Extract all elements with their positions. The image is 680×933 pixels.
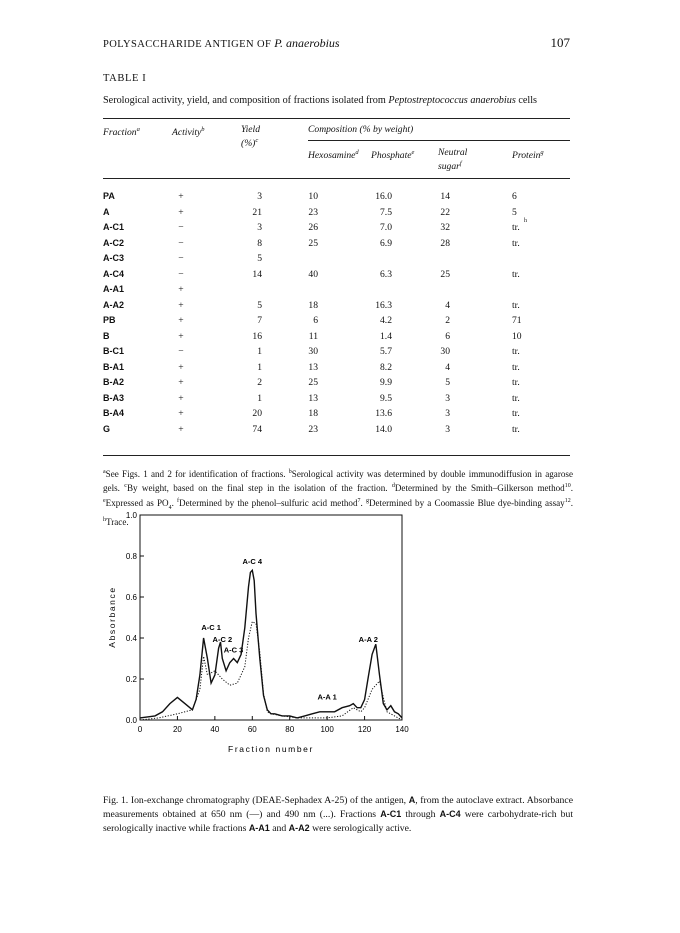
cell-phosphate: 1.4 <box>380 330 392 342</box>
x-tick-label: 100 <box>320 725 334 734</box>
cell-phosphate: 6.3 <box>380 268 392 280</box>
cell-protein: 71 <box>512 315 522 326</box>
cell-activity: − <box>178 253 184 264</box>
cell-hexosamine: 10 <box>308 191 318 202</box>
peak-annotation: A-A 1 <box>317 692 337 702</box>
cell-neutral-sugar: 6 <box>445 330 450 342</box>
peak-annotation: A-C 1 <box>201 622 221 632</box>
cell-activity: + <box>178 330 184 342</box>
x-tick-label: 20 <box>172 725 182 734</box>
cell-neutral-sugar: 3 <box>445 423 450 435</box>
cell-activity: − <box>178 346 184 357</box>
y-axis-label: Absorbance <box>107 586 117 648</box>
cell-protein: tr. <box>512 222 520 233</box>
cell-fraction: PB <box>103 315 116 325</box>
cell-phosphate: 13.6 <box>375 408 392 419</box>
cell-neutral-sugar: 3 <box>445 408 450 419</box>
chromatography-figure <box>103 505 433 760</box>
cell-phosphate: 4.2 <box>380 315 392 326</box>
x-tick-label: 80 <box>285 725 295 734</box>
x-axis-label: Fraction number <box>228 744 314 754</box>
table-caption: Serological activity, yield, and composition of fractions isolated from Peptostreptococcus anaerobius cells <box>103 95 538 106</box>
cell-fraction: B-A3 <box>103 392 125 403</box>
cell-protein: 5 <box>512 206 517 218</box>
cell-activity: − <box>178 268 184 280</box>
x-tick-label: 40 <box>210 725 220 734</box>
table-header-rule <box>103 178 570 179</box>
y-tick-label: 0.8 <box>125 552 137 561</box>
cell-activity: + <box>178 299 184 311</box>
cell-phosphate: 8.2 <box>380 361 392 373</box>
cell-phosphate: 7.0 <box>380 222 392 233</box>
cell-neutral-sugar: 30 <box>440 346 450 357</box>
cell-protein: tr. <box>512 408 520 419</box>
cell-yield: 74 <box>252 423 262 435</box>
cell-yield: 3 <box>257 222 262 233</box>
x-tick-label: 0 <box>137 725 143 734</box>
cell-hexosamine: 18 <box>308 408 318 419</box>
cell-hexosamine: 25 <box>308 237 318 249</box>
y-tick-label: 0.4 <box>125 634 137 643</box>
cell-neutral-sugar: 2 <box>445 315 450 326</box>
cell-fraction: A-C2 <box>103 237 125 248</box>
cell-fraction: A-C3 <box>103 253 125 263</box>
cell-fraction: A-A2 <box>103 299 125 310</box>
y-tick-label: 0.6 <box>125 593 137 602</box>
cell-hexosamine: 6 <box>313 315 318 326</box>
cell-activity: + <box>178 423 184 435</box>
cell-phosphate: 9.9 <box>380 377 392 388</box>
col-header-activity: Activity$^b$ <box>172 126 205 139</box>
plot-frame <box>140 515 402 720</box>
cell-activity: − <box>178 222 184 233</box>
cell-hexosamine: 40 <box>308 268 318 280</box>
cell-hexosamine: 13 <box>308 392 318 404</box>
chromatography-chart <box>103 505 433 760</box>
col-header-composition: Composition (% by weight) <box>308 124 414 135</box>
cell-hexosamine: 13 <box>308 361 318 373</box>
table-footnotes: $^a$See Figs. 1 and 2 for identification of fractions. $^b$Serological activity was determined by double immunodiffusion in agarose gels. $^c$By weight, based on the final step in the isolation of the fraction. $^d$Determined by the Smith–Gilkerson method$^{10}$. $^e$Expressed as $PO_4$. $^f$Determined by the phenol–sulfuric acid method$^7$. $^g$Determined by a Coomassie Blue dye-binding assay$^{12}$. $^h$Trace. <box>103 469 574 528</box>
cell-fraction: A <box>103 206 110 217</box>
cell-fraction: A-A1 <box>103 284 125 294</box>
cell-yield: 21 <box>252 206 262 218</box>
cell-fraction: B-C1 <box>103 346 125 356</box>
cell-neutral-sugar: 25 <box>440 268 450 280</box>
cell-activity: + <box>178 206 184 218</box>
cell-yield: 20 <box>252 408 262 419</box>
cell-activity: − <box>178 237 184 249</box>
cell-fraction: B-A2 <box>103 377 125 387</box>
cell-fraction: B <box>103 330 110 341</box>
cell-protein: tr. <box>512 423 520 435</box>
peak-annotation: A-A 2 <box>358 635 378 645</box>
cell-hexosamine: 23 <box>308 423 318 435</box>
page-number: 107 <box>550 35 570 50</box>
cell-yield: 1 <box>257 392 262 404</box>
cell-activity: + <box>178 284 184 295</box>
cell-activity: + <box>178 361 184 373</box>
cell-yield: 1 <box>257 361 262 373</box>
cell-fraction: A-C1 <box>103 222 125 232</box>
cell-yield: 2 <box>257 377 262 388</box>
cell-neutral-sugar: 4 <box>445 361 450 373</box>
cell-activity: + <box>178 408 184 419</box>
trace-footnote-mark: h <box>524 218 527 224</box>
x-tick-label: 120 <box>357 725 372 734</box>
cell-protein: tr. <box>512 392 520 404</box>
composition-rule <box>308 140 570 141</box>
y-tick-label: 1.0 <box>125 511 137 520</box>
col-header-fraction: Fraction$^a$ <box>103 126 140 139</box>
cell-yield: 1 <box>257 346 262 357</box>
cell-neutral-sugar: 3 <box>445 392 450 404</box>
cell-yield: 3 <box>257 191 262 202</box>
col-header-phosphate: Phosphate$^e$ <box>371 149 415 162</box>
cell-protein: tr. <box>512 237 520 249</box>
cell-phosphate: 16.3 <box>375 299 392 311</box>
col-header-hexosamine: Hexosamine$^d$ <box>308 149 359 162</box>
cell-protein: tr. <box>512 268 520 280</box>
peak-annotation: A-C 2 <box>212 635 233 645</box>
cell-protein: 10 <box>512 330 522 342</box>
cell-hexosamine: 23 <box>308 206 318 218</box>
cell-hexosamine: 18 <box>308 299 318 311</box>
x-tick-label: 60 <box>247 725 257 734</box>
cell-fraction: B-A1 <box>103 361 125 372</box>
cell-fraction: A-C4 <box>103 268 125 279</box>
cell-neutral-sugar: 22 <box>440 206 450 218</box>
peak-annotation: A-C 4 <box>242 557 263 567</box>
cell-hexosamine: 26 <box>308 222 318 233</box>
cell-yield: 5 <box>257 253 262 264</box>
cell-fraction: G <box>103 423 111 434</box>
cell-protein: tr. <box>512 361 520 373</box>
table-bottom-rule <box>103 455 570 456</box>
cell-yield: 5 <box>257 299 262 311</box>
cell-protein: tr. <box>512 346 520 357</box>
col-header-protein: Protein$^g$ <box>512 149 544 162</box>
cell-neutral-sugar: 5 <box>445 377 450 388</box>
cell-activity: + <box>178 377 184 388</box>
cell-hexosamine: 11 <box>308 330 318 342</box>
cell-neutral-sugar: 28 <box>440 237 450 249</box>
cell-yield: 16 <box>252 330 262 342</box>
cell-protein: 6 <box>512 191 517 202</box>
x-tick-label: 140 <box>395 725 409 734</box>
cell-neutral-sugar: 32 <box>440 222 450 233</box>
cell-neutral-sugar: 14 <box>440 191 450 202</box>
col-header-neutral-sugar: Neutral sugar$^f$ <box>438 147 468 173</box>
running-title: POLYSACCHARIDE ANTIGEN OF P. anaerobius <box>103 36 340 50</box>
cell-activity: + <box>178 392 184 404</box>
y-tick-label: 0.0 <box>125 716 137 725</box>
cell-yield: 14 <box>252 268 262 280</box>
col-header-yield: Yield (%)$^c$ <box>241 124 261 150</box>
cell-protein: tr. <box>512 377 520 388</box>
cell-phosphate: 9.5 <box>380 392 392 404</box>
y-tick-label: 0.2 <box>125 675 137 684</box>
cell-phosphate: 6.9 <box>380 237 392 249</box>
cell-neutral-sugar: 4 <box>445 299 450 311</box>
figure-caption: Fig. 1. Ion-exchange chromatography (DEAE-Sephadex A-25) of the antigen, A, from the autoclave extract. Absorbance measurements obtained at 650 nm (—) and 490 nm (...). Fractions A-C1 through A-C4 were carbohydrate-rich but serologically inactive while fractions A-A1 and A-A2 were serologically active. <box>103 795 574 834</box>
cell-hexosamine: 25 <box>308 377 318 388</box>
running-header <box>103 36 570 52</box>
cell-activity: + <box>178 315 184 326</box>
cell-phosphate: 14.0 <box>375 423 392 435</box>
cell-fraction: B-A4 <box>103 408 125 418</box>
cell-activity: + <box>178 191 184 202</box>
peak-annotation: A-C 3 <box>223 645 244 655</box>
cell-protein: tr. <box>512 299 520 311</box>
table-top-rule <box>103 118 570 119</box>
cell-fraction: PA <box>103 191 115 201</box>
cell-phosphate: 7.5 <box>380 206 392 218</box>
table-label: TABLE I <box>103 73 147 84</box>
cell-hexosamine: 30 <box>308 346 318 357</box>
cell-yield: 8 <box>257 237 262 249</box>
cell-phosphate: 5.7 <box>380 346 392 357</box>
cell-phosphate: 16.0 <box>375 191 392 202</box>
cell-yield: 7 <box>257 315 262 326</box>
